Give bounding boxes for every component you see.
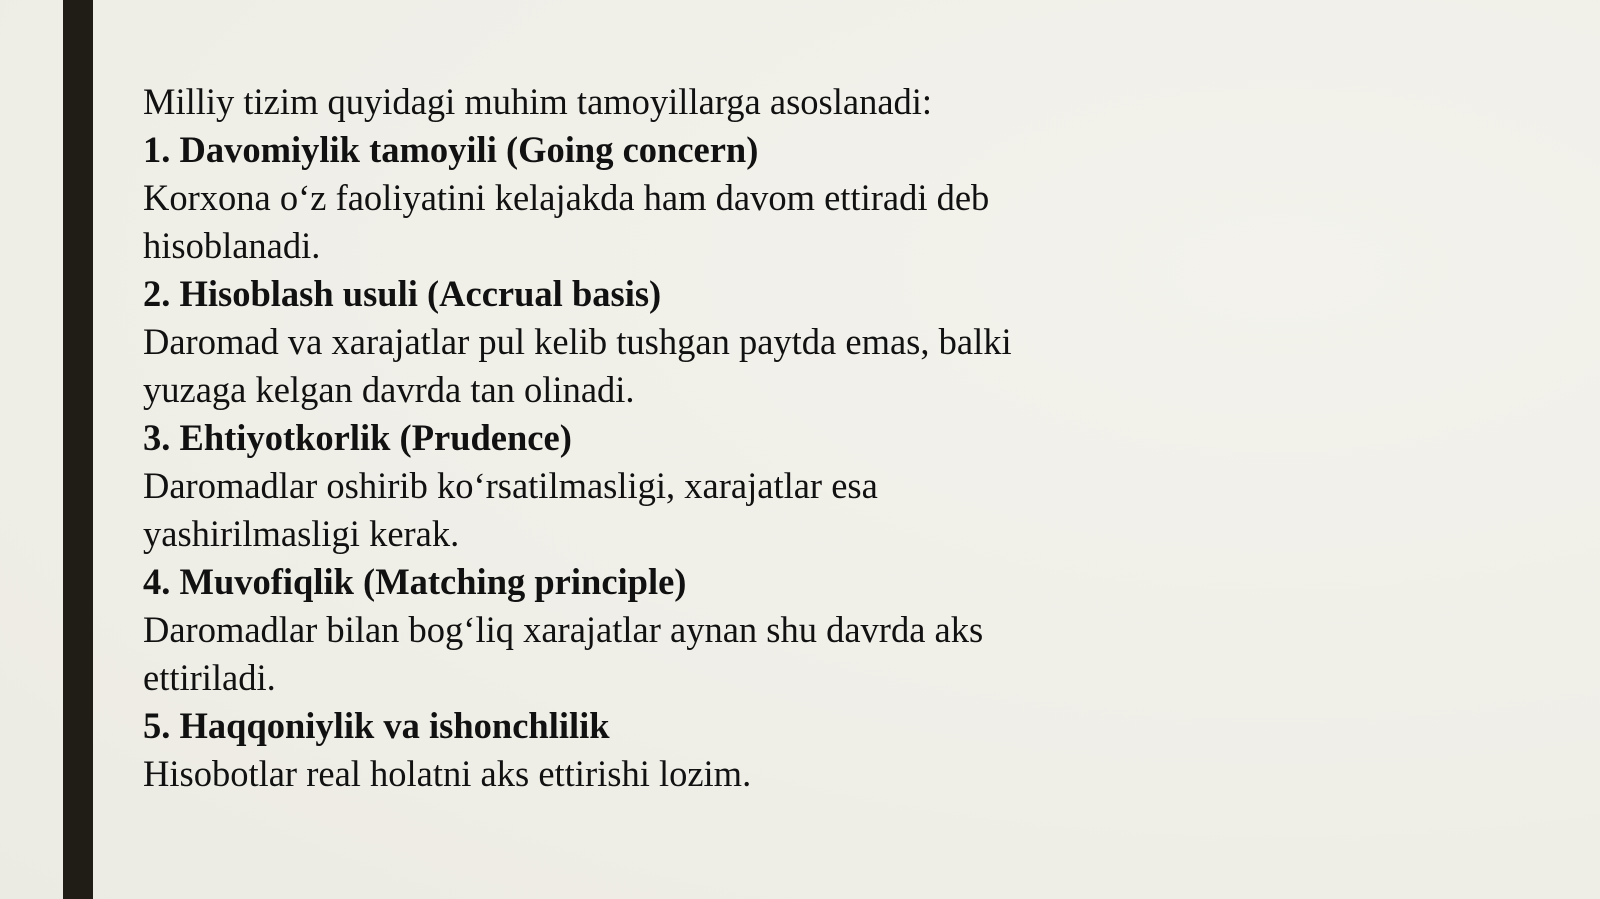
principle-description-4: Daromadlar bilan bog‘liq xarajatlar aynan shu davrda aks ettiriladi.	[143, 609, 984, 698]
principle-heading-3: 3. Ehtiyotkorlik (Prudence)	[143, 417, 572, 458]
principle-description-1: Korxona o‘z faoliyatini kelajakda ham davom ettiradi deb hisoblanadi.	[143, 177, 990, 266]
principle-heading-4: 4. Muvofiqlik (Matching principle)	[143, 561, 687, 602]
principle-description-2: Daromad va xarajatlar pul kelib tushgan paytda emas, balki yuzaga kelgan davrda tan olinadi.	[143, 321, 1012, 410]
principle-heading-2: 2. Hisoblash usuli (Accrual basis)	[143, 273, 662, 314]
slide-content	[143, 78, 1043, 798]
accent-bar	[63, 0, 93, 899]
principle-description-3: Daromadlar oshirib ko‘rsatilmasligi, xarajatlar esa yashirilmasligi kerak.	[143, 465, 878, 554]
principle-heading-5: 5. Haqqoniylik va ishonchlilik	[143, 705, 610, 746]
principle-description-5: Hisobotlar real holatni aks ettirishi lozim.	[143, 753, 752, 794]
intro-text: Milliy tizim quyidagi muhim tamoyillarga asoslanadi:	[143, 81, 933, 122]
principle-heading-1: 1. Davomiylik tamoyili (Going concern)	[143, 129, 759, 170]
